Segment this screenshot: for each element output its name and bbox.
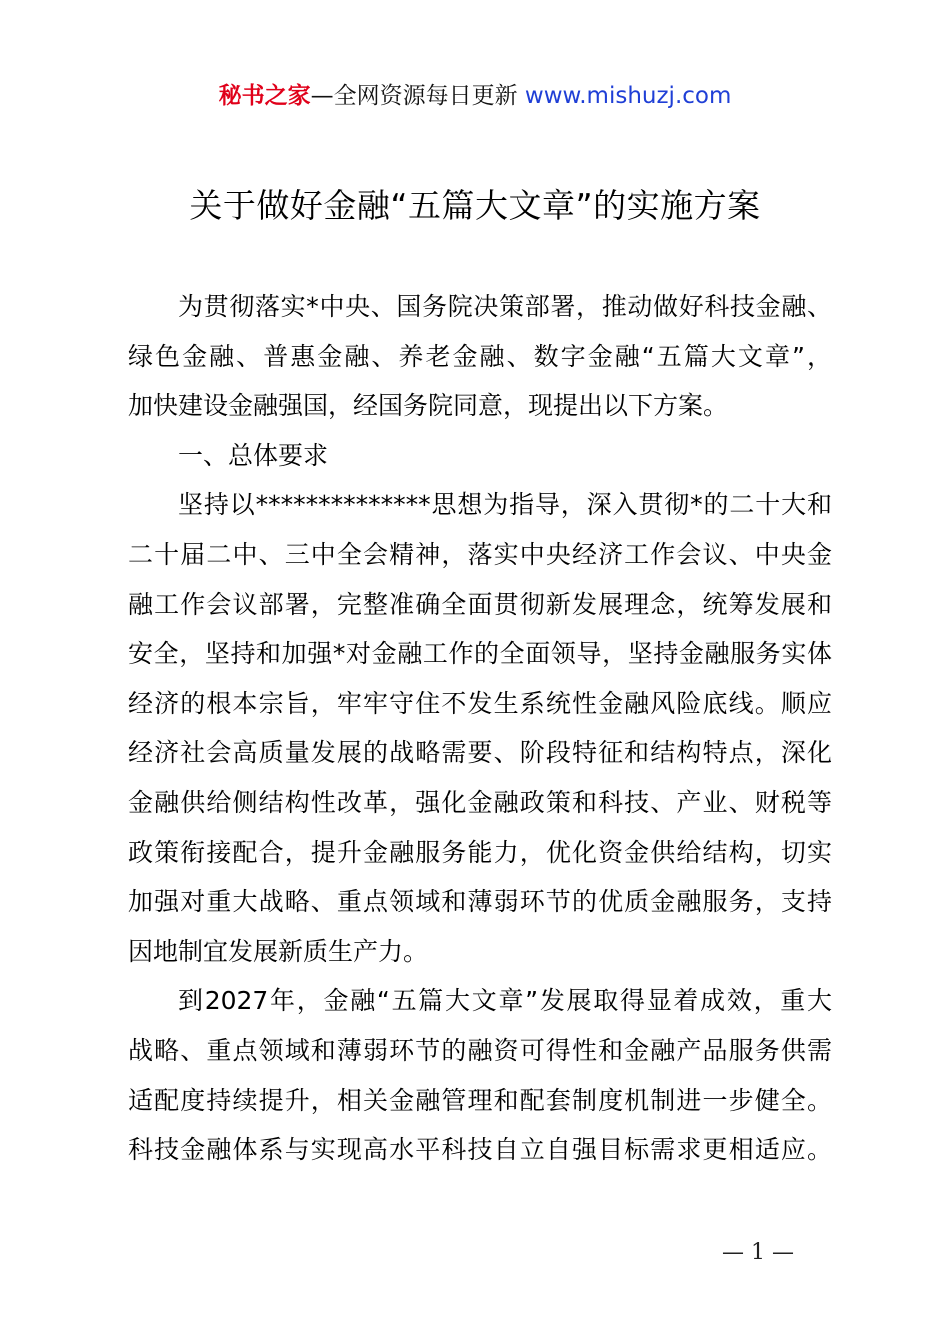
paragraph-line: 经济的根本宗旨，牢牢守住不发生系统性金融风险底线。顺应	[128, 688, 832, 718]
paragraph-line: 坚持以**************思想为指导，深入贯彻*的二十大和	[178, 490, 832, 520]
banner-brand: 秘书之家	[218, 83, 311, 109]
paragraph-line: 为贯彻落实*中央、国务院决策部署，推动做好科技金融、	[178, 292, 832, 321]
paragraph-line: 融工作会议部署，完整准确全面贯彻新发展理念，统筹发展和	[128, 589, 832, 619]
document-title: 关于做好金融“五篇大文章”的实施方案	[189, 186, 761, 225]
paragraph-line: 到2027年，金融“五篇大文章”发展取得显着成效，重大	[178, 986, 832, 1016]
section-heading: 一、总体要求	[178, 440, 329, 470]
paragraph-line: 绿色金融、普惠金融、养老金融、数字金融“五篇大文章”，	[128, 341, 832, 371]
paragraph-line: 经济社会高质量发展的战略需要、阶段特征和结构特点，深化	[128, 738, 832, 768]
paragraph-line: 金融供给侧结构性改革，强化金融政策和科技、产业、财税等	[128, 787, 832, 817]
paragraph-line: 加快建设金融强国，经国务院同意，现提出以下方案。	[128, 391, 729, 421]
paragraph-line: 适配度持续提升，相关金融管理和配套制度机制进一步健全。	[128, 1085, 832, 1115]
banner-tagline: —全网资源每日更新	[310, 83, 518, 109]
paragraph-line: 因地制宜发展新质生产力。	[128, 936, 429, 966]
paragraph-line: 科技金融体系与实现高水平科技自立自强目标需求更相适应。	[128, 1135, 832, 1165]
site-banner	[0, 80, 950, 112]
paragraph-line: 安全，坚持和加强*对金融工作的全面领导，坚持金融服务实体	[128, 639, 832, 669]
paragraph-line: 加强对重大战略、重点领域和薄弱环节的优质金融服务，支持	[128, 887, 832, 917]
paragraph-line: 战略、重点领域和薄弱环节的融资可得性和金融产品服务供需	[128, 1035, 832, 1065]
page-number: — 1 —	[722, 1240, 794, 1265]
document-body	[128, 282, 832, 1175]
paragraph-line: 二十届二中、三中全会精神，落实中央经济工作会议、中央金	[128, 539, 832, 569]
banner-url-link[interactable]: www.mishuzj.com	[524, 83, 732, 109]
paragraph-line: 政策衔接配合，提升金融服务能力，优化资金供给结构，切实	[128, 837, 832, 867]
